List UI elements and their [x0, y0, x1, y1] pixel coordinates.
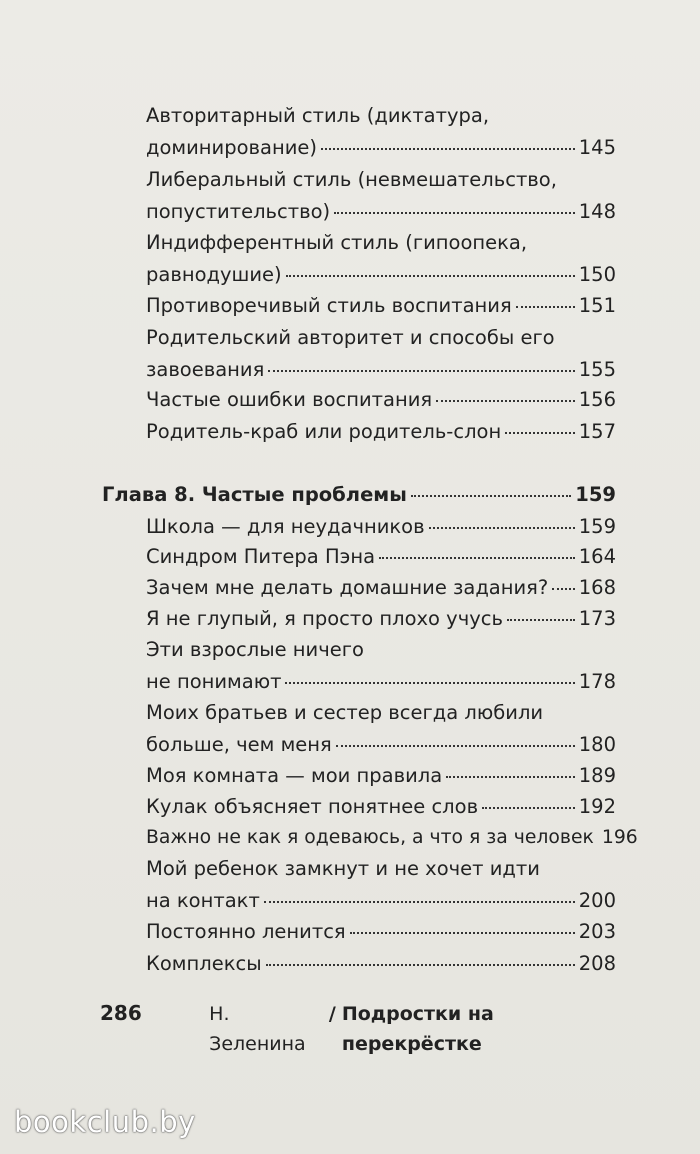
leader-dots	[507, 618, 575, 621]
toc-entry-title: на контакт	[146, 889, 260, 912]
leader-dots	[350, 931, 575, 934]
toc-entry	[146, 760, 616, 792]
toc-entry	[146, 603, 616, 635]
toc-page-number: 178	[578, 670, 616, 693]
toc-entry-title-line1: Индифферентный стиль (гипоопека,	[146, 231, 528, 254]
toc-entry-title: не понимают	[146, 670, 282, 693]
toc-page-number: 203	[578, 920, 616, 943]
toc-entry	[146, 791, 616, 823]
toc-entry	[146, 384, 616, 416]
toc-entry-title: равнодушие)	[146, 263, 282, 286]
toc-page-number: 192	[578, 795, 616, 818]
toc-entry-title-line1: Моих братьев и сестер всегда любили	[146, 701, 544, 724]
toc-entry-title: попустительство)	[146, 200, 331, 223]
leader-dots	[334, 211, 575, 214]
page-footer	[100, 998, 618, 1059]
toc-page-number: 148	[578, 200, 616, 223]
toc-entry	[146, 822, 638, 854]
leader-dots	[446, 775, 575, 778]
toc-page-number: 173	[578, 607, 616, 630]
author-name: Н. Зеленина	[209, 1003, 306, 1055]
toc-entry	[146, 916, 616, 948]
toc-entry-title: Постоянно ленится	[146, 920, 346, 943]
toc-entry	[146, 948, 616, 980]
toc-entry-title: завоевания	[146, 358, 265, 381]
toc-page-number: 164	[578, 545, 616, 568]
leader-dots	[336, 744, 575, 747]
leader-dots	[268, 369, 574, 372]
chapter-heading	[102, 479, 616, 511]
toc-entry-title: Я не глупый, я просто плохо учусь	[146, 607, 503, 630]
toc-entry	[146, 227, 616, 291]
watermark: bookclub.by	[14, 1105, 196, 1139]
book-title: Подростки на перекрёстке	[341, 1003, 494, 1055]
toc-entry	[146, 853, 616, 917]
leader-dots	[429, 526, 575, 529]
leader-dots	[436, 399, 575, 402]
toc-entry	[146, 541, 616, 573]
toc-page-number: 156	[578, 388, 616, 411]
footer-separator: /	[328, 1003, 336, 1025]
toc-entry-title: Важно не как я одеваюсь, а что я за человек	[146, 827, 594, 848]
leader-dots	[285, 681, 574, 684]
toc-entry-title-line1: Авторитарный стиль (диктатура,	[146, 104, 490, 127]
toc-entry-title-line1: Либеральный стиль (невмешательство,	[146, 168, 557, 191]
toc-entry-title: Частые ошибки воспитания	[146, 388, 433, 411]
page-number: 286	[100, 1001, 142, 1025]
leader-dots	[482, 806, 575, 809]
leader-dots	[379, 556, 575, 559]
toc-page-number: 200	[578, 889, 616, 912]
toc-entry-title: доминирование)	[146, 136, 317, 159]
toc-entry	[146, 511, 616, 543]
toc-page-number: 180	[578, 733, 616, 756]
toc-entry	[146, 100, 616, 164]
leader-dots	[505, 431, 575, 434]
toc-entry-title-line1: Мой ребенок замкнут и не хочет идти	[146, 857, 540, 880]
chapter-title: Глава 8. Частые проблемы	[102, 483, 407, 506]
toc-page-number: 157	[578, 420, 616, 443]
leader-dots	[286, 274, 575, 277]
toc-page-number: 159	[578, 515, 616, 538]
toc-entry-title: Синдром Питера Пэна	[146, 545, 376, 568]
toc-entry-title-line1: Родительский авторитет и способы его	[146, 326, 555, 349]
toc-entry-title: Зачем мне делать домашние задания?	[146, 576, 549, 599]
leader-dots	[266, 963, 575, 966]
toc-entry-title: Школа — для неудачников	[146, 515, 425, 538]
toc-entry-title: Родитель-краб или родитель-слон	[146, 420, 502, 443]
leader-dots	[516, 305, 575, 308]
toc-entry	[146, 634, 616, 698]
toc-entry-title: Противоречивый стиль воспитания	[146, 294, 512, 317]
leader-dots	[264, 900, 575, 903]
leader-dots	[411, 494, 571, 497]
chapter-page-number: 159	[575, 483, 616, 506]
toc-entry	[146, 164, 616, 228]
toc-entry	[146, 416, 616, 448]
toc-page-number: 155	[578, 358, 616, 381]
toc-entry-title: Кулак объясняет понятнее слов	[146, 795, 479, 818]
toc-entry	[146, 572, 616, 604]
toc-entry-title: Моя комната — мои правила	[146, 764, 443, 787]
leader-dots	[321, 147, 575, 150]
toc-entry	[146, 697, 616, 761]
toc-page-number: 151	[578, 294, 616, 317]
toc-entry	[146, 322, 616, 386]
toc-page-number: 145	[578, 136, 616, 159]
toc-entry-title: Комплексы	[146, 952, 262, 975]
toc-entry	[146, 290, 616, 322]
toc-entry-title-line1: Эти взрослые ничего	[146, 638, 364, 661]
toc-page-number: 208	[578, 952, 616, 975]
toc-page-number: 150	[578, 263, 616, 286]
toc-page-number: 196	[601, 827, 638, 848]
toc-page-number: 189	[578, 764, 616, 787]
leader-dots	[552, 587, 575, 590]
toc-entry-title: больше, чем меня	[146, 733, 332, 756]
toc-page-number: 168	[578, 576, 616, 599]
